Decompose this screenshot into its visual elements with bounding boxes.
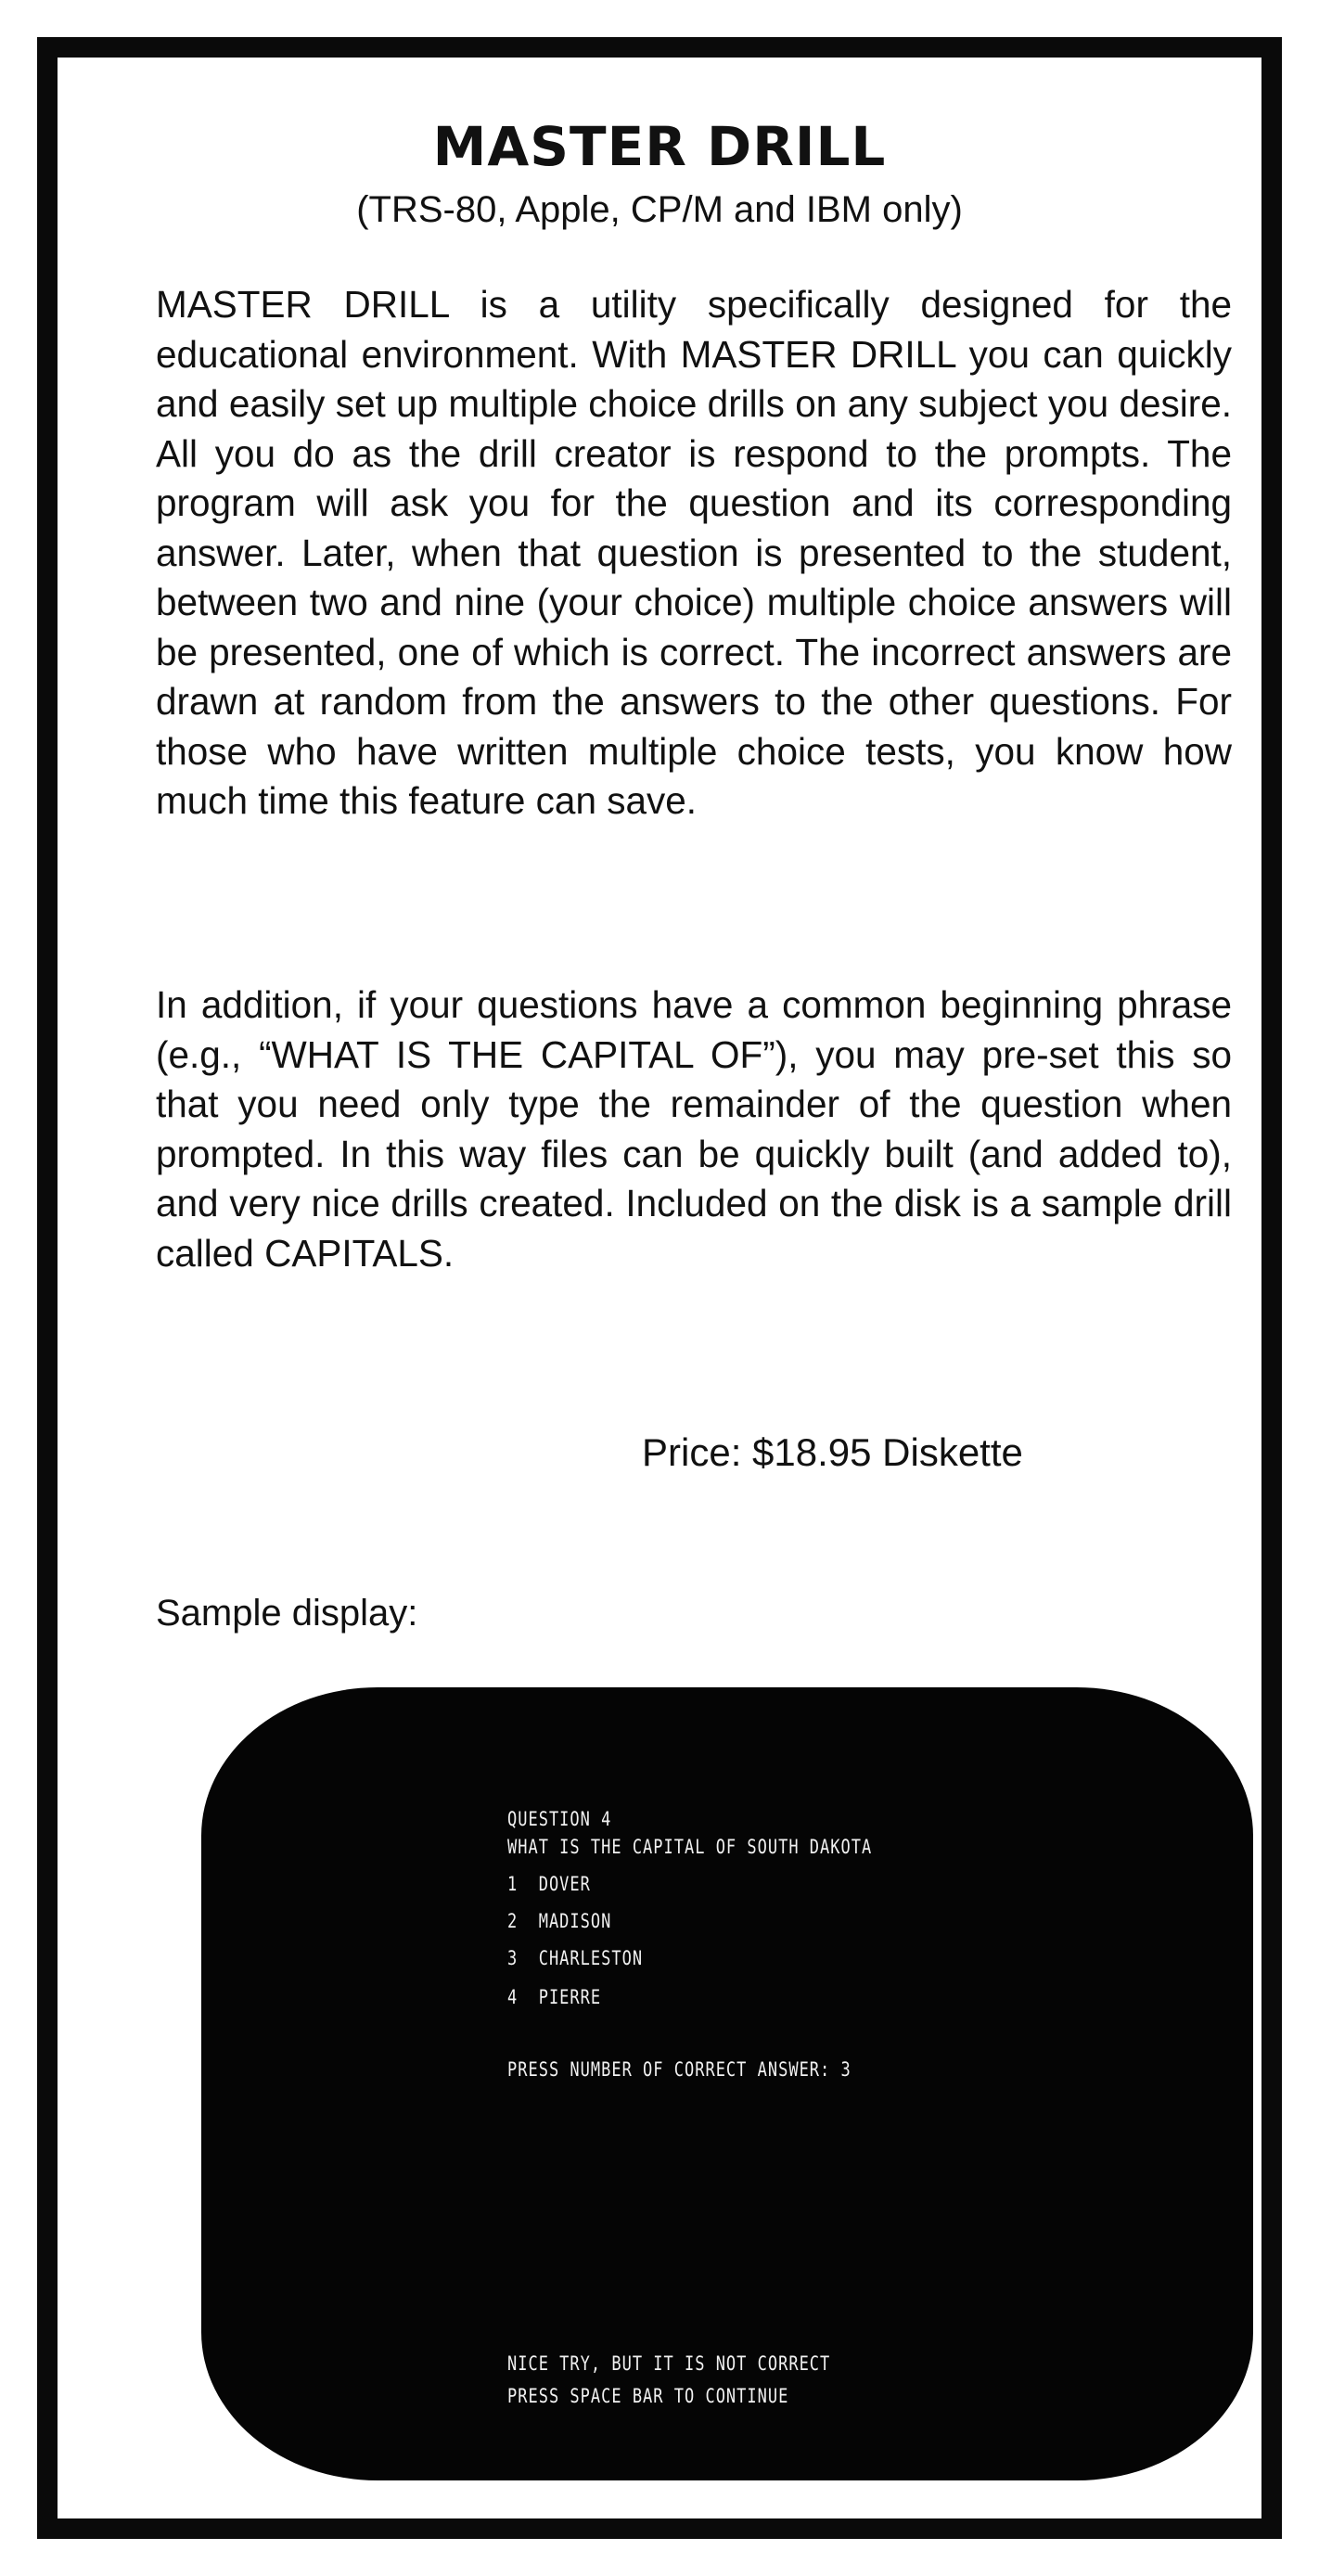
ad-title: MASTER DRILL bbox=[432, 115, 887, 178]
crt-screen bbox=[201, 1687, 1253, 2480]
screen-answer-prompt: PRESS NUMBER OF CORRECT ANSWER: 3 bbox=[507, 2058, 852, 2082]
screen-choice-2: 2 MADISON bbox=[507, 1910, 612, 1933]
sample-display-label: Sample display: bbox=[156, 1593, 418, 1634]
screen-choice-3: 3 CHARLESTON bbox=[507, 1947, 644, 1970]
description-paragraph-1: MASTER DRILL is a utility specifically designed for the educational environment. With MASTER DRILL you can quickly and easily set up multiple choice drills on any subject you desire. All you do as the drill creator is respond to the prompts. The program will ask you for the question and its corresponding answer. Later, when that question is presented to the student, between two and nine (your choice) multiple choice answers will be presented, one of which is correct. The incorrect answers are drawn at random from the answers to the other questions. For those who have written multiple choice tests, you know how much time this feature can save. bbox=[156, 283, 1232, 822]
screen-feedback: NICE TRY, BUT IT IS NOT CORRECT bbox=[507, 2352, 831, 2376]
screen-continue-prompt: PRESS SPACE BAR TO CONTINUE bbox=[507, 2385, 789, 2408]
ad-frame bbox=[37, 37, 1282, 2539]
screen-choice-1: 1 DOVER bbox=[507, 1873, 591, 1896]
screen-question-text: WHAT IS THE CAPITAL OF SOUTH DAKOTA bbox=[507, 1836, 873, 1859]
description-paragraph-2: In addition, if your questions have a common beginning phrase (e.g., “WHAT IS THE CAPITAL OF”), you may pre-set this so that you need only type the remainder of the question when prompted. In this way files can be quickly built (and added to), and very nice drills created. Included on the disk is a sample drill called CAPITALS. bbox=[156, 983, 1232, 1275]
price-label: Price: $18.95 Diskette bbox=[642, 1430, 1023, 1474]
ad-subtitle: (TRS-80, Apple, CP/M and IBM only) bbox=[356, 189, 963, 230]
screen-choice-4: 4 PIERRE bbox=[507, 1986, 602, 2009]
screen-question-header: QUESTION 4 bbox=[507, 1808, 612, 1831]
